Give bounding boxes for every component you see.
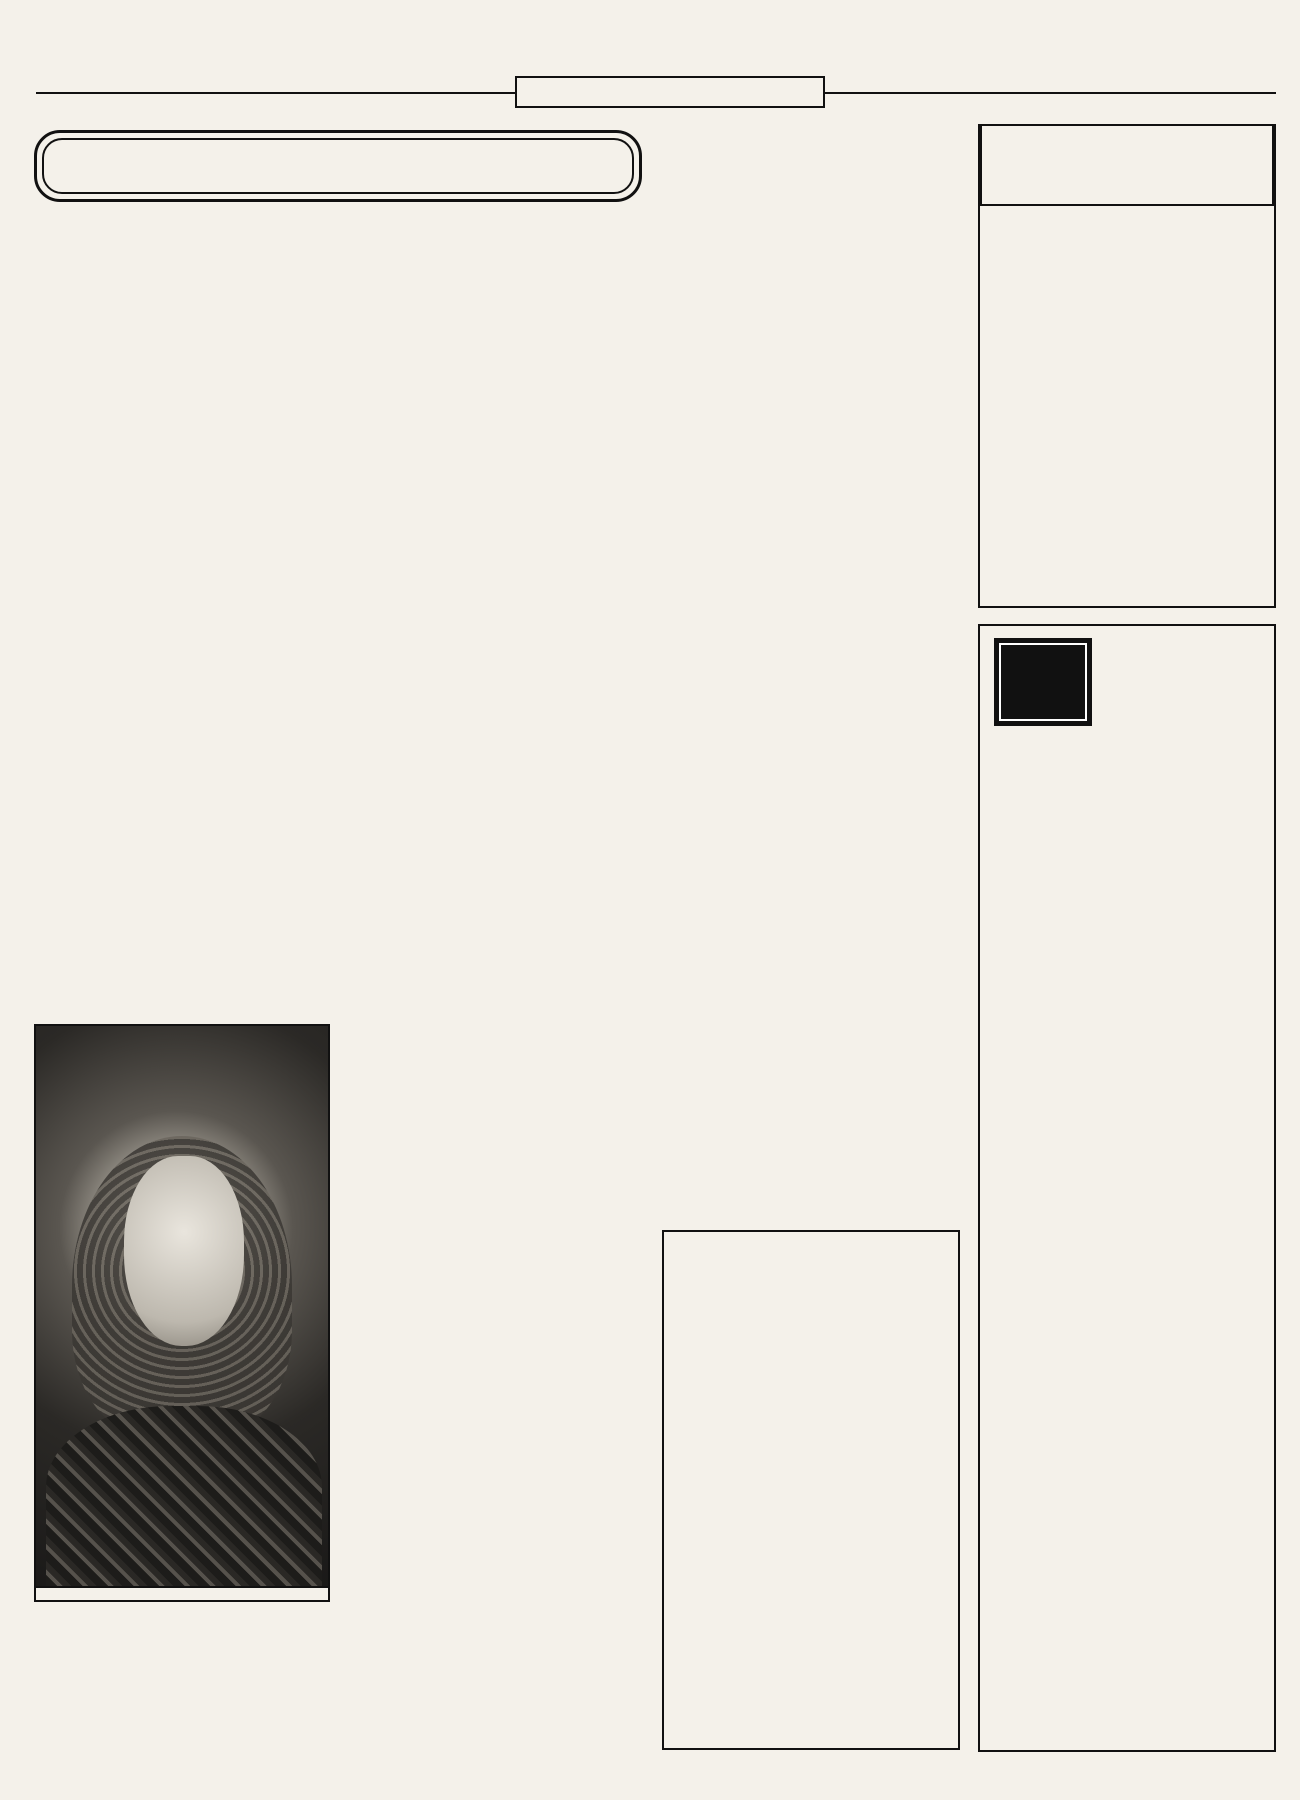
impressum-box — [978, 624, 1276, 1752]
portrait-face — [124, 1156, 244, 1346]
section-title-box — [515, 76, 825, 108]
portrait-photo — [34, 1024, 330, 1588]
photo-caption — [34, 1588, 330, 1602]
galerie-article — [662, 1230, 960, 1750]
district-banner — [34, 130, 642, 202]
bf-logo — [994, 638, 1092, 726]
aerztedienst-box — [978, 124, 1276, 608]
page-header — [36, 76, 1276, 106]
aerztedienst-heading-frame — [980, 126, 1274, 206]
district-title — [42, 138, 634, 194]
